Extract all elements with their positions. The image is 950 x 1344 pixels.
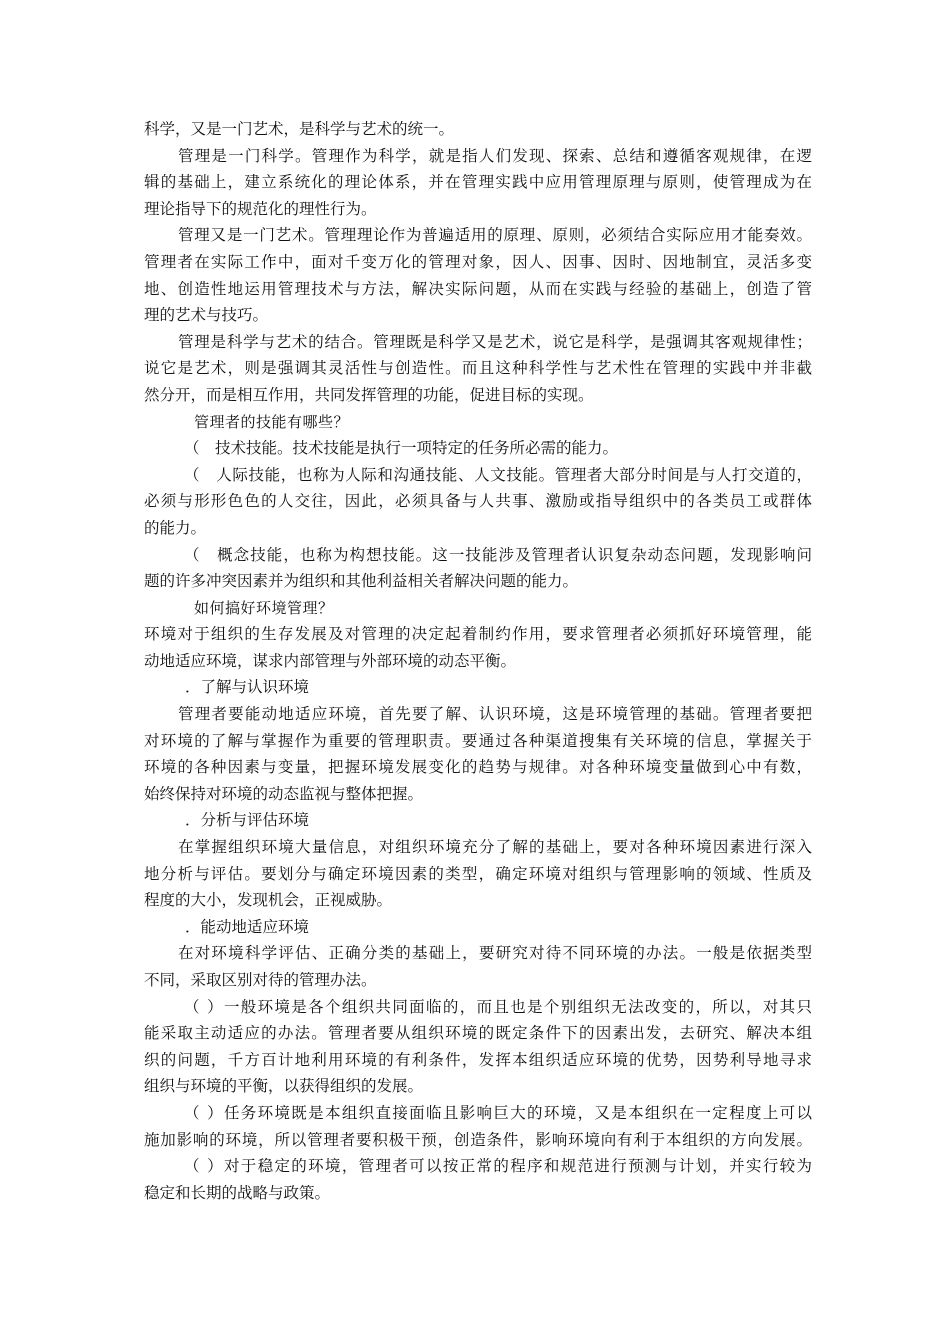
text-line: 辑的基础上，建立系统化的理论体系，并在管理实践中应用管理原理与原则，使管理成为在: [144, 173, 812, 192]
text-line: （ ）一般环境是各个组织共同面临的，而且也是个别组织无法改变的，所以，对其只: [184, 997, 812, 1016]
text-line: 说它是艺术，则是强调其灵活性与创造性。而且这种科学性与艺术性在管理的实践中并非截: [144, 359, 812, 378]
text-line: 施加影响的环境，所以管理者要积极干预，创造条件，影响环境向有利于本组织的方向发展。: [144, 1130, 812, 1149]
text-line: 环境对于组织的生存发展及对管理的决定起着制约作用，要求管理者必须抓好环境管理，能: [144, 625, 812, 644]
text-line: 理的艺术与技巧。: [144, 306, 269, 325]
text-line: 地分析与评估。要划分与确定环境因素的类型，确定环境对组织与管理影响的领域、性质及: [144, 864, 812, 883]
text-line: （ 技术技能。技术技能是执行一项特定的任务所必需的能力。: [184, 439, 619, 458]
text-line: 题的许多冲突因素并为组织和其他利益相关者解决问题的能力。: [144, 572, 579, 591]
text-line: 织的问题，千方百计地利用环境的有利条件，发挥本组织适应环境的优势，因势利导地寻求: [144, 1050, 812, 1069]
text-line: 理论指导下的规范化的理性行为。: [144, 199, 377, 218]
text-line: 管理者要能动地适应环境，首先要了解、认识环境，这是环境管理的基础。管理者要把: [178, 705, 812, 724]
text-line: （ 人际技能，也称为人际和沟通技能、人文技能。管理者大部分时间是与人打交道的，: [184, 465, 812, 484]
text-line: 的能力。: [144, 518, 207, 537]
text-line: 在掌握组织环境大量信息，对组织环境充分了解的基础上，要对各种环境因素进行深入: [178, 838, 812, 857]
text-line: 管理是科学与艺术的结合。管理既是科学又是艺术，说它是科学，是强调其客观规律性；: [178, 332, 812, 351]
text-line: 管理者的技能有哪些？: [194, 412, 350, 431]
text-line: 然分开，而是相互作用，共同发挥管理的功能，促进目标的实现。: [144, 385, 594, 404]
text-line: 科学，又是一门艺术，是科学与艺术的统一。: [144, 120, 455, 138]
document-page: [144, 116, 812, 1206]
text-line: 不同，采取区别对待的管理办法。: [144, 971, 377, 989]
text-line: 稳定和长期的战略与政策。: [144, 1183, 331, 1202]
text-line: 始终保持对环境的动态监视与整体把握。: [144, 784, 424, 803]
text-line: 环境的各种因素与变量，把握环境发展变化的趋势与规律。对各种环境变量做到心中有数，: [144, 758, 812, 777]
text-line: 地、创造性地运用管理技术与方法，解决实际问题，从而在实践与经验的基础上，创造了管: [144, 279, 812, 298]
text-line: ．分析与评估环境: [185, 811, 310, 830]
text-line: 必须与形形色色的人交往，因此，必须具备与人共事、激励或指导组织中的各类员工或群体: [144, 492, 812, 511]
text-line: 组织与环境的平衡，以获得组织的发展。: [144, 1077, 424, 1096]
text-line: 管理者在实际工作中，面对千变万化的管理对象，因人、因事、因时、因地制宜，灵活多变: [144, 252, 812, 271]
text-line: 在对环境科学评估、正确分类的基础上，要研究对待不同环境的办法。一般是依据类型: [178, 944, 812, 963]
text-line: （ 概念技能，也称为构想技能。这一技能涉及管理者认识复杂动态问题，发现影响问: [184, 545, 812, 564]
text-line: 管理是一门科学。管理作为科学，就是指人们发现、探索、总结和遵循客观规律，在逻: [178, 146, 812, 165]
text-line: （ ）任务环境既是本组织直接面临且影响巨大的环境，又是本组织在一定程度上可以: [184, 1103, 812, 1122]
text-line: （ ）对于稳定的环境，管理者可以按正常的程序和规范进行预测与计划，并实行较为: [184, 1157, 812, 1176]
text-line: ．能动地适应环境: [185, 917, 310, 936]
text-line: 程度的大小，发现机会，正视威胁。: [144, 891, 393, 910]
text-line: 对环境的了解与掌握作为重要的管理职责。要通过各种渠道搜集有关环境的信息，掌握关于: [144, 731, 812, 750]
text-line: ．了解与认识环境: [185, 678, 310, 697]
text-line: 管理又是一门艺术。管理理论作为普遍适用的原理、原则，必须结合实际应用才能奏效。: [178, 226, 812, 245]
text-line: 如何搞好环境管理？: [194, 598, 334, 617]
text-line: 能采取主动适应的办法。管理者要从组织环境的既定条件下的因素出发，去研究、解决本组: [144, 1024, 812, 1043]
text-line: 动地适应环境，谋求内部管理与外部环境的动态平衡。: [144, 651, 517, 670]
